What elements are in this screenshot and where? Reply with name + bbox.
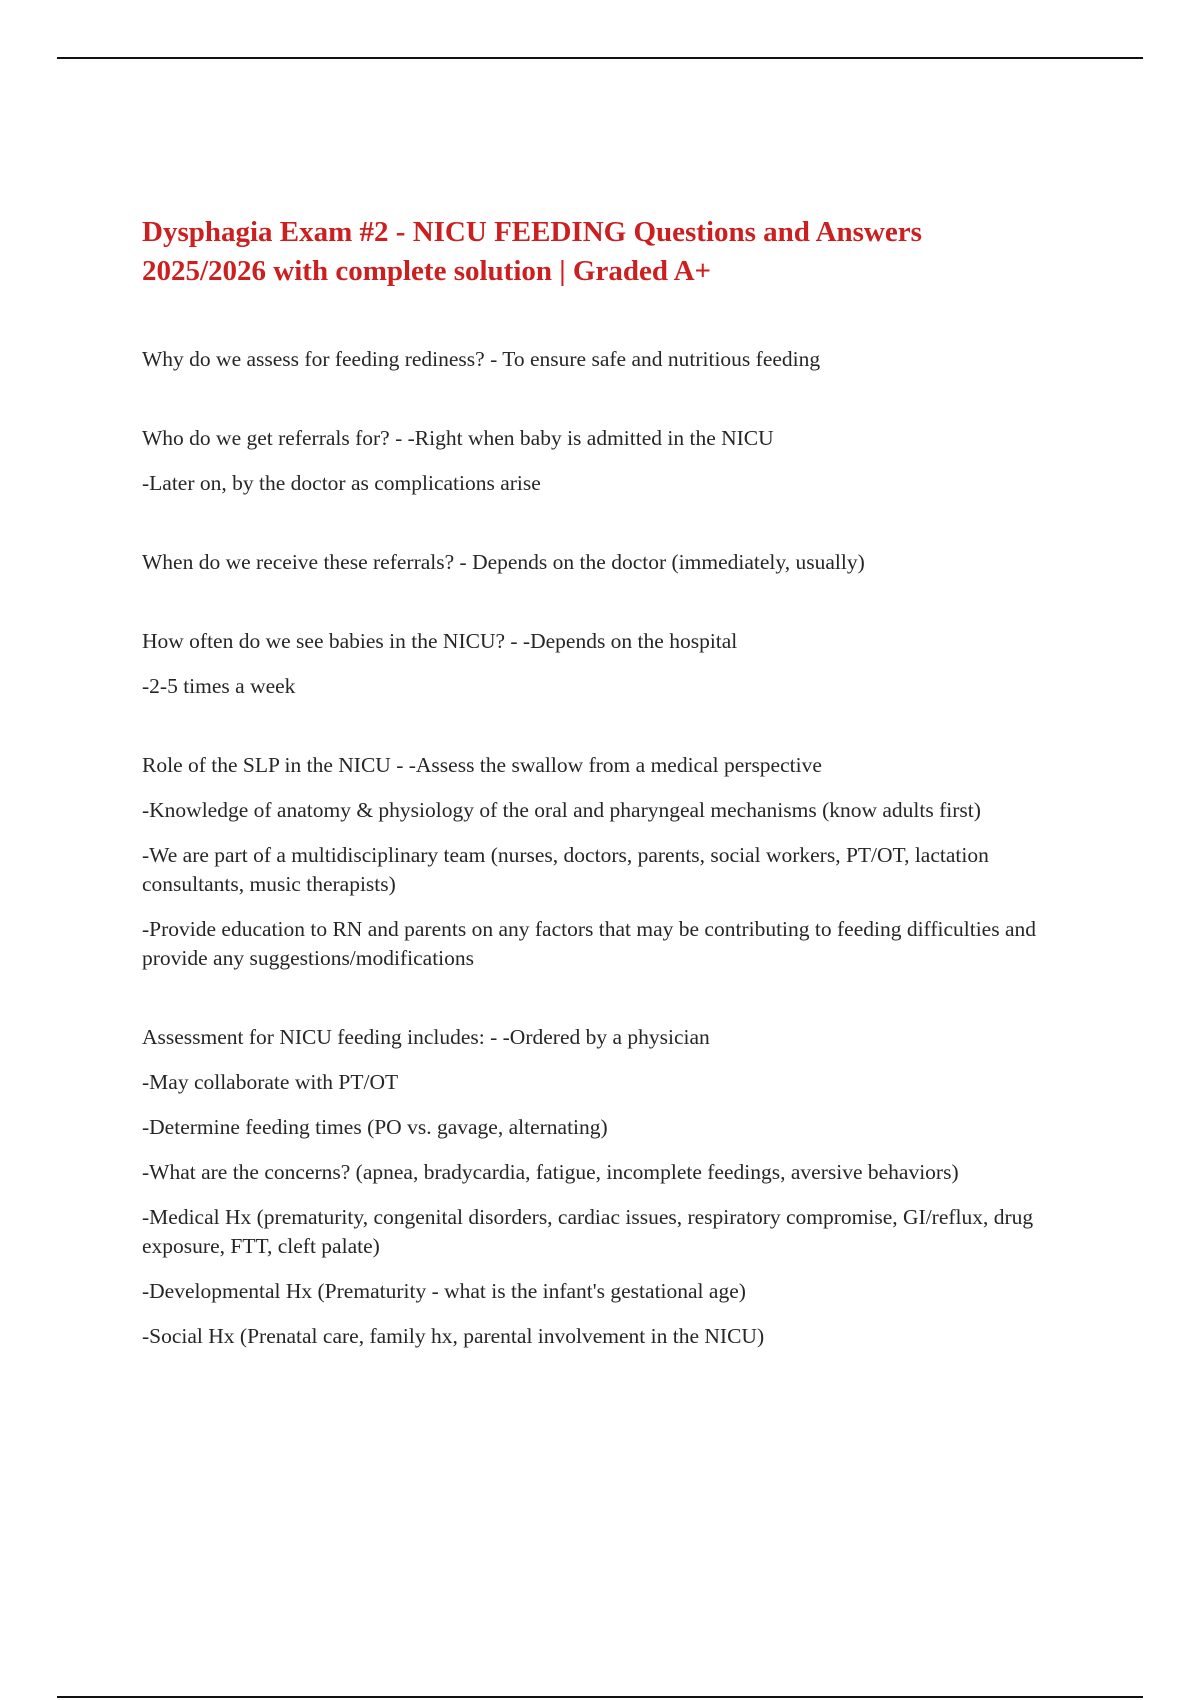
document-title bbox=[142, 213, 1042, 291]
header-rule bbox=[57, 57, 1143, 59]
qa-line: -Later on, by the doctor as complications arise bbox=[142, 471, 541, 495]
qa-line: -We are part of a multidisciplinary team (nurses, doctors, parents, social workers, PT/OT, lactation consultants, music therapists) bbox=[142, 843, 989, 896]
qa-line: -Knowledge of anatomy & physiology of the oral and pharyngeal mechanisms (know adults first) bbox=[142, 798, 981, 822]
qa-list bbox=[142, 345, 1042, 1351]
document-body bbox=[142, 213, 1042, 1401]
qa-line: Who do we get referrals for? - -Right when baby is admitted in the NICU bbox=[142, 426, 774, 450]
footer-rule bbox=[57, 1696, 1143, 1698]
qa-item bbox=[142, 627, 1042, 701]
qa-line: -Social Hx (Prenatal care, family hx, parental involvement in the NICU) bbox=[142, 1324, 765, 1348]
qa-line: Assessment for NICU feeding includes: - -Ordered by a physician bbox=[142, 1025, 710, 1049]
qa-line: -Determine feeding times (PO vs. gavage, alternating) bbox=[142, 1115, 608, 1139]
qa-line: How often do we see babies in the NICU? - -Depends on the hospital bbox=[142, 629, 738, 653]
qa-line: When do we receive these referrals? - Depends on the doctor (immediately, usually) bbox=[142, 550, 865, 574]
qa-line: Why do we assess for feeding rediness? - To ensure safe and nutritious feeding bbox=[142, 347, 821, 371]
qa-item bbox=[142, 1023, 1042, 1351]
qa-line: -May collaborate with PT/OT bbox=[142, 1070, 399, 1094]
qa-item bbox=[142, 548, 1042, 577]
qa-line: -Developmental Hx (Prematurity - what is the infant's gestational age) bbox=[142, 1279, 746, 1303]
title-line-2: 2025/2026 with complete solution | Graded A+ bbox=[142, 255, 712, 287]
qa-line: Role of the SLP in the NICU - -Assess the swallow from a medical perspective bbox=[142, 753, 822, 777]
qa-line: -What are the concerns? (apnea, bradycardia, fatigue, incomplete feedings, aversive behaviors) bbox=[142, 1160, 959, 1184]
qa-item bbox=[142, 751, 1042, 973]
qa-item bbox=[142, 424, 1042, 498]
qa-line: -Provide education to RN and parents on any factors that may be contributing to feeding difficulties and provide any suggestions/modifications bbox=[142, 917, 1037, 970]
title-line-1: Dysphagia Exam #2 - NICU FEEDING Questions and Answers bbox=[142, 216, 922, 248]
qa-item bbox=[142, 345, 1042, 374]
qa-line: -Medical Hx (prematurity, congenital disorders, cardiac issues, respiratory compromise, GI/reflux, drug exposure, FTT, cleft palate) bbox=[142, 1205, 1034, 1258]
qa-line: -2-5 times a week bbox=[142, 674, 296, 698]
